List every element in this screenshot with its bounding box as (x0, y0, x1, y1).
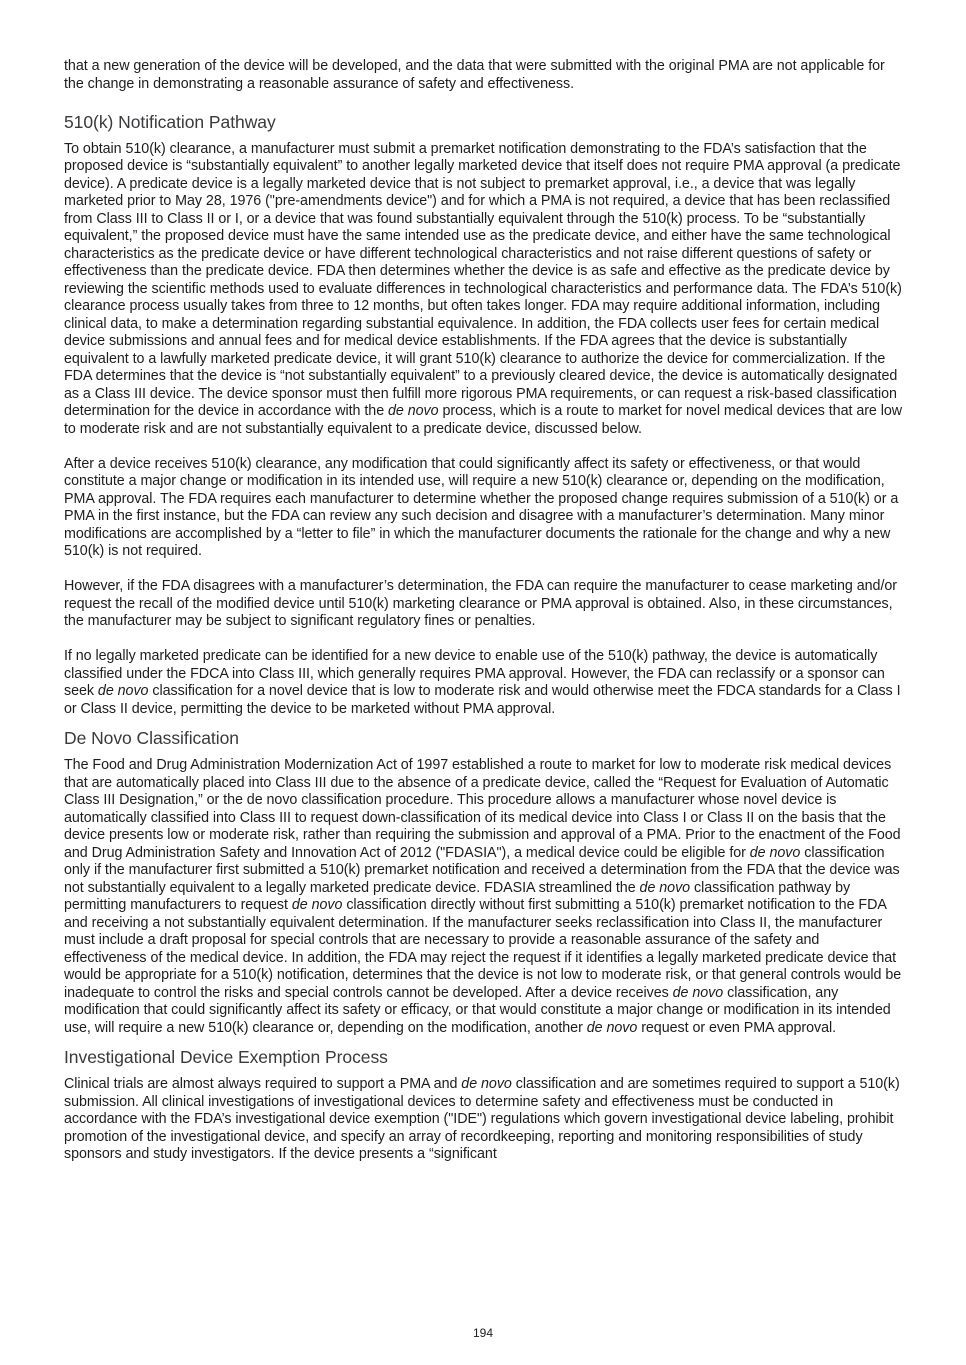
body-paragraph: To obtain 510(k) clearance, a manufacturer must submit a premarket notification demonstrating to the FDA’s satisfaction that the proposed device is “substantially equivalent” to another legally marketed device that itself does not require PMA approval (a predicate device). A predicate device is a legally marketed device that is not subject to premarket approval, i.e., a device that was legally marketed prior to May 28, 1976 ("pre-amendments device") and for which a PMA is not required, a device that has been reclassified from Class III to Class II or I, or a device that was found substantially equivalent through the 510(k) process. To be “substantially equivalent,” the proposed device must have the same intended use as the predicate device, and either have the same technological characteristics as the predicate device or have different technological characteristics and not raise different questions of safety or effectiveness than the predicate device. FDA then determines whether the device is as safe and effective as the predicate device by reviewing the scientific methods used to evaluate differences in technological characteristics and performance data. The FDA’s 510(k) clearance process usually takes from three to 12 months, but often takes longer. FDA may require additional information, including clinical data, to make a determination regarding substantial equivalence. In addition, the FDA collects user fees for certain medical device submissions and annual fees and for medical device establishments. If the FDA agrees that the device is substantially equivalent to a lawfully marketed predicate device, it will grant 510(k) clearance to authorize the device for commercialization. If the FDA determines that the device is “not substantially equivalent” to a previously cleared device, the device is automatically designated as a Class III device. The device sponsor must then fulfill more rigorous PMA requirements, or can request a risk-based classification determination for the device in accordance with the de novo process, which is a route to market for novel medical devices that are low to moderate risk and are not substantially equivalent to a predicate device, discussed below. (64, 140, 903, 437)
body-paragraph: However, if the FDA disagrees with a manufacturer’s determination, the FDA can require the manufacturer to cease marketing and/or request the recall of the modified device until 510(k) marketing clearance or PMA approval is obtained. Also, in these circumstances, the manufacturer may be subject to significant regulatory fines or penalties. (64, 578, 897, 629)
page-number: 194 (472, 1326, 494, 1340)
body-paragraph: Clinical trials are almost always required to support a PMA and de novo classification and are sometimes required to support a 510(k) submission. All clinical investigations of investigational devices to determine safety and effectiveness must be conducted in accordance with the FDA’s investigational device exemption ("IDE") regulations which govern investigational device labeling, prohibit promotion of the investigational device, and specify an array of recordkeeping, reporting and monitoring responsibilities of study sponsors and study investigators. If the device presents a “significant (64, 1076, 900, 1162)
body-paragraph: If no legally marketed predicate can be identified for a new device to enable use of the 510(k) pathway, the device is automatically classified under the FDCA into Class III, which generally requires PMA approval. However, the FDA can reclassify or a sponsor can seek de novo classification for a novel device that is low to moderate risk and would otherwise meet the FDCA standards for a Class I or Class II device, permitting the device to be marketed without PMA approval. (64, 648, 901, 717)
section-heading: De Novo Classification (64, 728, 239, 748)
document-page (64, 58, 904, 1164)
section-heading: 510(k) Notification Pathway (64, 111, 276, 132)
body-paragraph: After a device receives 510(k) clearance, any modification that could significantly affect its safety or effectiveness, or that would constitute a major change or modification in its intended use, will require a new 510(k) clearance or, depending on the modification, PMA approval. The FDA requires each manufacturer to determine whether the proposed change requires submission of a 510(k) or a PMA in the first instance, but the FDA can review any such decision and disagree with a manufacturer’s determination. Many minor modifications are accomplished by a “letter to file” in which the manufacturer documents the rationale for the change and why a new 510(k) is not required. (64, 455, 899, 559)
section-ide (64, 1046, 904, 1164)
section-heading: Investigational Device Exemption Process (64, 1047, 388, 1067)
section-de-novo (64, 727, 904, 1037)
intro-paragraph: that a new generation of the device will be developed, and the data that were submitted with the original PMA are not applicable for the change in demonstrating a reasonable assurance of safety and effectiveness. (64, 58, 885, 92)
section-510k (64, 111, 904, 719)
body-paragraph: The Food and Drug Administration Modernization Act of 1997 established a route to market for low to moderate risk medical devices that are automatically placed into Class III due to the absence of a predicate device, called the “Request for Evaluation of Automatic Class III Designation,” or the de novo classification procedure. This procedure allows a manufacturer whose novel device is automatically classified into Class III to request down-classification of its medical device into Class I or Class II on the basis that the device presents low or moderate risk, rather than requiring the submission and approval of a PMA. Prior to the enactment of the Food and Drug Administration Safety and Innovation Act of 2012 ("FDASIA"), a medical device could be eligible for de novo classification only if the manufacturer first submitted a 510(k) premarket notification and received a determination from the FDA that the device was not substantially equivalent to a legally marketed predicate device. FDASIA streamlined the de novo classification pathway by permitting manufacturers to request de novo classification directly without first submitting a 510(k) premarket notification to the FDA and receiving a not substantially equivalent determination. If the manufacturer seeks reclassification into Class II, the manufacturer must include a draft proposal for special controls that are necessary to provide a reasonable assurance of the safety and effectiveness of the medical device. In addition, the FDA may reject the request if it identifies a legally marketed predicate device that would be appropriate for a 510(k) notification, determines that the device is not low to moderate risk, or that general controls would be inadequate to control the risks and special controls cannot be developed. After a device receives de novo classification, any modification that could significantly affect its safety or efficacy, or that would constitute a major change or modification in its intended use, will require a new 510(k) clearance or, depending on the modification, another de novo request or even PMA approval. (64, 757, 902, 1036)
